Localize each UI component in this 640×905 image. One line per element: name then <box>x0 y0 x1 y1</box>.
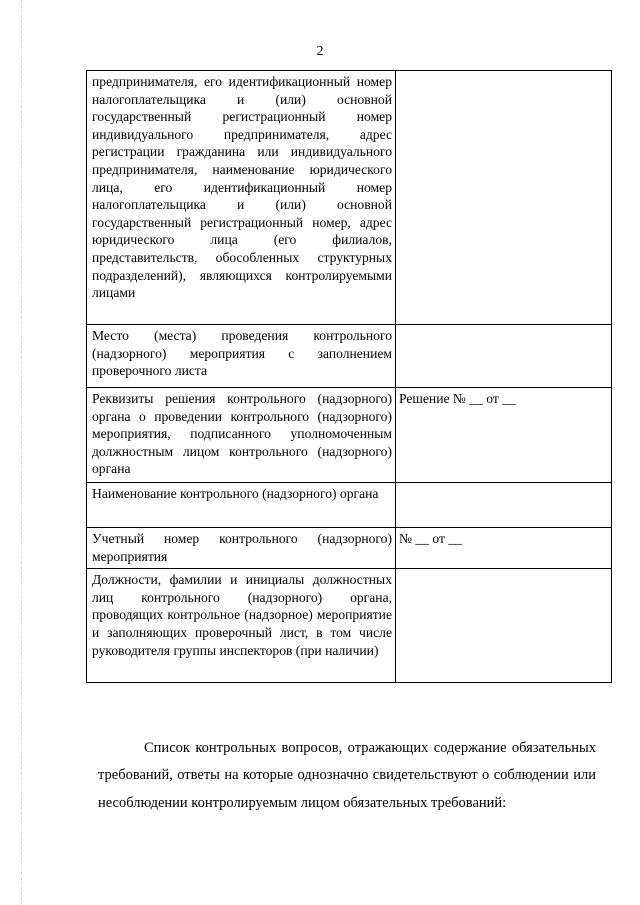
row-value-controlled-persons <box>396 71 612 325</box>
row-value-inspectors <box>396 569 612 683</box>
table-row <box>87 325 612 388</box>
row-label-event-location: Место (места) проведения контрольного (надзорного) мероприятия с заполнением проверочного листа <box>87 325 396 388</box>
row-label-authority-name: Наименование контрольного (надзорного) органа <box>87 483 396 528</box>
row-label-controlled-persons: предпринимателя, его идентификационный номер налогоплательщика и (или) основной государственный регистрационный номер индивидуального предпринимателя, адрес регистрации гражданина или индивидуального предпринимателя, наименование юридического лица, его идентификационный номер налогоплательщика и (или) основной государственный регистрационный номер, адрес юридического лица (его филиалов, представительств, обособленных структурных подразделений), являющихся контролируемыми лицами <box>87 71 396 325</box>
table-row <box>87 569 612 683</box>
table-row <box>87 71 612 325</box>
page-number: 2 <box>316 44 324 59</box>
row-value-authority-name <box>396 483 612 528</box>
table-row <box>87 388 612 483</box>
row-value-event-location <box>396 325 612 388</box>
row-value-registration-number: № __ от __ <box>396 528 612 569</box>
control-questions-heading: Список контрольных вопросов, отражающих содержание обязательных требований, ответы на которые однозначно свидетельствуют о соблюдении или несоблюдении контролируемым лицом обязательных требований: <box>98 739 596 811</box>
row-label-registration-number: Учетный номер контрольного (надзорного) мероприятия <box>87 528 396 569</box>
row-label-decision-details: Реквизиты решения контрольного (надзорного) органа о проведении контрольного (надзорного) мероприятия, подписанного уполномоченным должностным лицом контрольного (надзорного) органа <box>87 388 396 483</box>
table-row <box>87 483 612 528</box>
table-row <box>87 528 612 569</box>
row-label-inspectors: Должности, фамилии и инициалы должностных лиц контрольного (надзорного) органа, проводящих контрольное (надзорное) мероприятие и заполняющих проверочный лист, в том числе руководителя группы инспекторов (при наличии) <box>87 569 396 683</box>
page-edge-marks <box>21 0 24 905</box>
row-value-decision-details: Решение № __ от __ <box>396 388 612 483</box>
checklist-details-table <box>86 70 612 683</box>
